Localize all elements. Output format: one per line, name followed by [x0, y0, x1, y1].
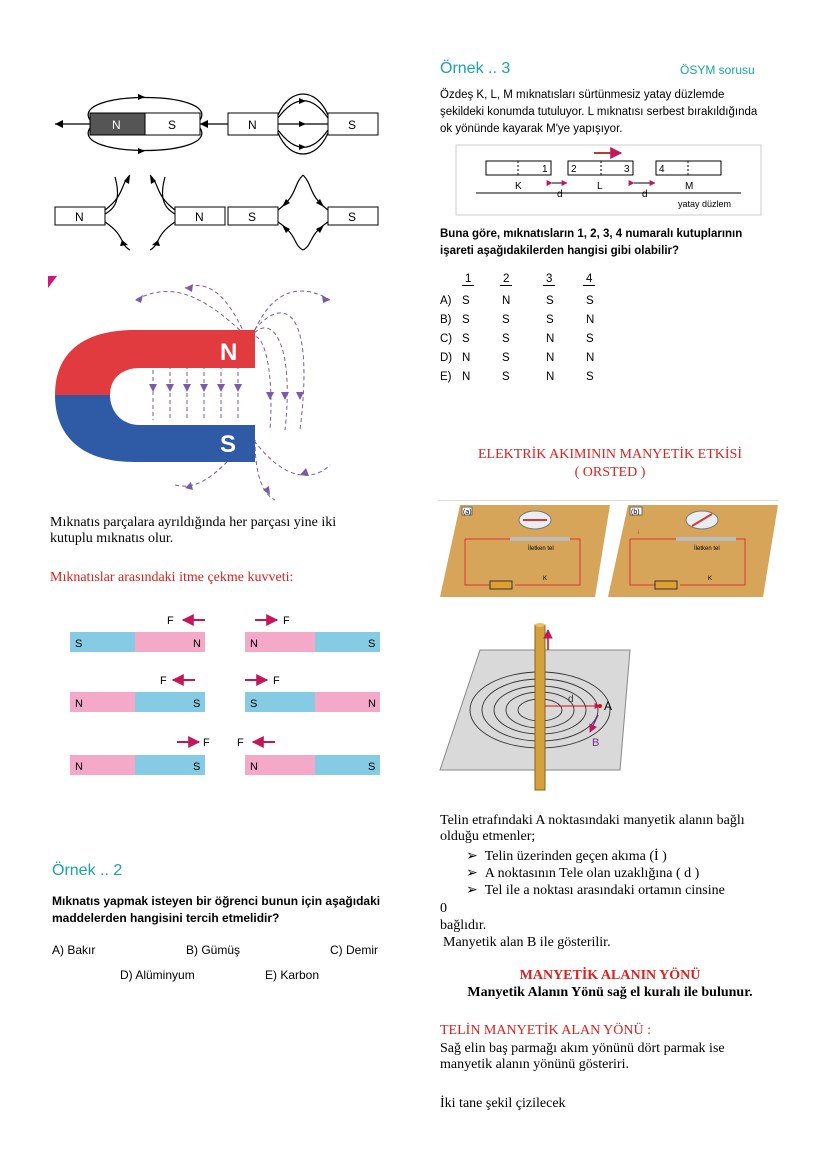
option-cell: N: [546, 352, 555, 364]
bullet-arrow-icon: ➢: [466, 866, 485, 881]
force-row-3: [70, 737, 380, 775]
option-cell: S: [586, 371, 594, 383]
oersted-i-label: i: [638, 530, 640, 536]
pole-label-s2: S: [348, 118, 357, 132]
klm-l: L: [597, 181, 603, 192]
force-pole: S: [368, 638, 376, 650]
header-3: 3: [543, 273, 555, 286]
direction-subtitle: Manyetik Alanın Yönü sağ el kuralı ile bulunur.: [467, 985, 753, 1000]
direction-title: MANYETİK ALANIN YÖNÜ: [519, 968, 701, 983]
factors-intro: Telin etrafındaki A noktasındaki manyetik alanın bağlı olduğu etmenler;: [440, 813, 745, 844]
example3-source: ÖSYM sorusu: [680, 63, 755, 77]
option-row-label: D): [440, 352, 453, 364]
option-row-label: A): [440, 295, 452, 307]
force-f-label: F: [203, 737, 210, 749]
example2-option-e: E) Karbon: [265, 968, 320, 982]
wire-d-label: d: [568, 694, 574, 705]
text-pieces: Mıknatıs parçalara ayrıldığında her parçası yine iki kutuplu mıknatıs olur.: [50, 515, 337, 546]
horseshoe-magnet-figure: [55, 280, 335, 505]
option-cell: N: [462, 371, 471, 383]
force-pole: N: [75, 761, 83, 773]
factor-text-1: Telin üzerinden geçen akıma (İ ): [484, 849, 667, 864]
force-row-2: [70, 675, 380, 712]
option-cell: N: [502, 295, 511, 307]
pole-label-n2: N: [248, 118, 257, 132]
wire-field-figure: [440, 620, 640, 790]
option-cell: S: [502, 352, 510, 364]
option-cell: S: [502, 371, 510, 383]
force-pole: N: [250, 638, 258, 650]
klm-m: M: [685, 181, 694, 192]
option-cell: S: [502, 333, 510, 345]
force-pole: S: [250, 698, 258, 710]
horseshoe-n-label: N: [220, 339, 238, 366]
section1-subtitle: ( ORSTED ): [574, 465, 646, 480]
example3-question: Buna göre, mıknatısların 1, 2, 3, 4 numaralı kutuplarının işareti aşağıdakilerden hangisi gibi olabilir?: [440, 228, 743, 257]
bar-magnet-field: [55, 94, 235, 154]
pole-label-s3: S: [248, 210, 257, 224]
factors-bagli: bağlıdır.: [440, 918, 487, 933]
force-f-label: F: [237, 737, 244, 749]
wire-b-label: B: [592, 737, 600, 749]
example2-option-a: A) Bakır: [52, 943, 96, 957]
example2-title: Örnek .. 2: [52, 862, 123, 879]
option-cell: N: [546, 333, 555, 345]
force-f-label: F: [273, 675, 280, 687]
pole-label-n3: N: [75, 210, 84, 224]
klm-k: K: [515, 181, 522, 192]
option-cell: S: [462, 314, 470, 326]
factor-item-1: [466, 848, 667, 865]
force-pole: N: [193, 638, 201, 650]
bullet-arrow-icon: ➢: [466, 849, 485, 864]
pole-label-n4: N: [195, 210, 204, 224]
force-heading: Mıknatıslar arasındaki itme çekme kuvveti:: [50, 570, 294, 585]
factors-b-line: Manyetik alan B ile gösterilir.: [443, 935, 611, 950]
oersted-experiment-figure: [440, 505, 780, 597]
option-cell: S: [462, 333, 470, 345]
pole-label-n1: N: [112, 118, 121, 132]
wire-dir-note: İki tane şekil çizilecek: [440, 1096, 566, 1111]
oersted-k-b: K: [708, 576, 713, 582]
force-row-1: [70, 615, 380, 652]
force-pole: N: [250, 761, 258, 773]
force-f-label: F: [167, 615, 174, 627]
pole-label-s1: S: [168, 118, 177, 132]
section1-title: ELEKTRİK AKIMININ MANYETİK ETKİSİ: [477, 447, 742, 462]
header-4: 4: [583, 273, 595, 286]
option-cell: N: [546, 371, 555, 383]
oersted-top-rule: [438, 500, 778, 501]
repulsion-nn-field: [55, 175, 225, 250]
option-row-label: E): [440, 371, 452, 383]
wire-dir-title: TELİN MANYETİK ALAN YÖNÜ :: [440, 1023, 652, 1038]
klm-plane: yatay düzlem: [678, 199, 732, 209]
option-row-label: B): [440, 314, 452, 326]
attraction-field: [228, 94, 378, 154]
option-cell: S: [462, 295, 470, 307]
force-pole: N: [75, 698, 83, 710]
example3-title: Örnek .. 3: [440, 60, 511, 77]
force-pole: S: [75, 638, 83, 650]
option-cell: N: [586, 352, 595, 364]
force-f-label: F: [283, 615, 290, 627]
factors-zero: 0: [440, 901, 447, 916]
example2-option-c: C) Demir: [330, 943, 378, 957]
klm-d1: d: [557, 189, 563, 200]
header-2: 2: [500, 273, 512, 286]
example2-option-d: D) Alüminyum: [120, 968, 195, 982]
oersted-k-a: K: [543, 576, 548, 582]
oersted-wire-label-b: İletken tel: [694, 546, 720, 552]
repulsion-ss-field: [228, 175, 378, 250]
example2-question: Mıknatıs yapmak isteyen bir öğrenci bunun için aşağıdaki maddelerden hangisini tercih etmelidir?: [52, 894, 381, 925]
force-f-label: F: [160, 675, 167, 687]
header-1: 1: [462, 273, 474, 286]
wire-a-label: A: [604, 699, 613, 713]
option-cell: S: [502, 314, 510, 326]
example2-option-b: B) Gümüş: [186, 943, 241, 957]
example3-body: Özdeş K, L, M mıknatısları sürtünmesiz yatay düzlemde şekildeki konumda tutuluyor. L mıknatısı serbest bırakıldığında ok yönünde kayarak M'ye yapışıyor.: [440, 89, 758, 135]
option-cell: S: [546, 314, 554, 326]
klm-d2: d: [642, 189, 648, 200]
magnets-klm-figure: [456, 145, 761, 215]
option-cell: S: [586, 295, 594, 307]
option-cell: S: [586, 333, 594, 345]
factor-item-2: [466, 865, 699, 882]
klm-n1: 1: [542, 164, 548, 175]
force-bars-figure: [65, 610, 395, 780]
factor-item-3: [466, 882, 725, 899]
oersted-wire-label-a: İletken tel: [528, 546, 554, 552]
option-cell: S: [546, 295, 554, 307]
field-lines-figure: [50, 85, 380, 245]
force-pole: S: [193, 761, 201, 773]
force-pole: S: [368, 761, 376, 773]
horseshoe-s-label: S: [220, 431, 237, 458]
option-cell: N: [586, 314, 595, 326]
option-cell: N: [462, 352, 471, 364]
klm-n3: 3: [624, 164, 630, 175]
factor-text-3: Tel ile a noktası arasındaki ortamın cinsine: [484, 883, 725, 898]
oersted-b-label: (b): [631, 509, 640, 516]
factor-text-2: A noktasının Tele olan uzaklığına ( d ): [484, 866, 700, 881]
bullet-arrow-icon: ➢: [466, 883, 485, 898]
force-pole: N: [368, 698, 376, 710]
option-row-label: C): [440, 333, 453, 345]
wire-dir-text: Sağ elin baş parmağı akım yönünü dört parmak ise manyetik alanın yönünü gösteriri.: [440, 1041, 725, 1072]
klm-n2: 2: [571, 164, 577, 175]
oersted-a-label: (a): [463, 509, 472, 516]
klm-n4: 4: [659, 164, 665, 175]
force-pole: S: [193, 698, 201, 710]
pole-label-s4: S: [348, 210, 357, 224]
